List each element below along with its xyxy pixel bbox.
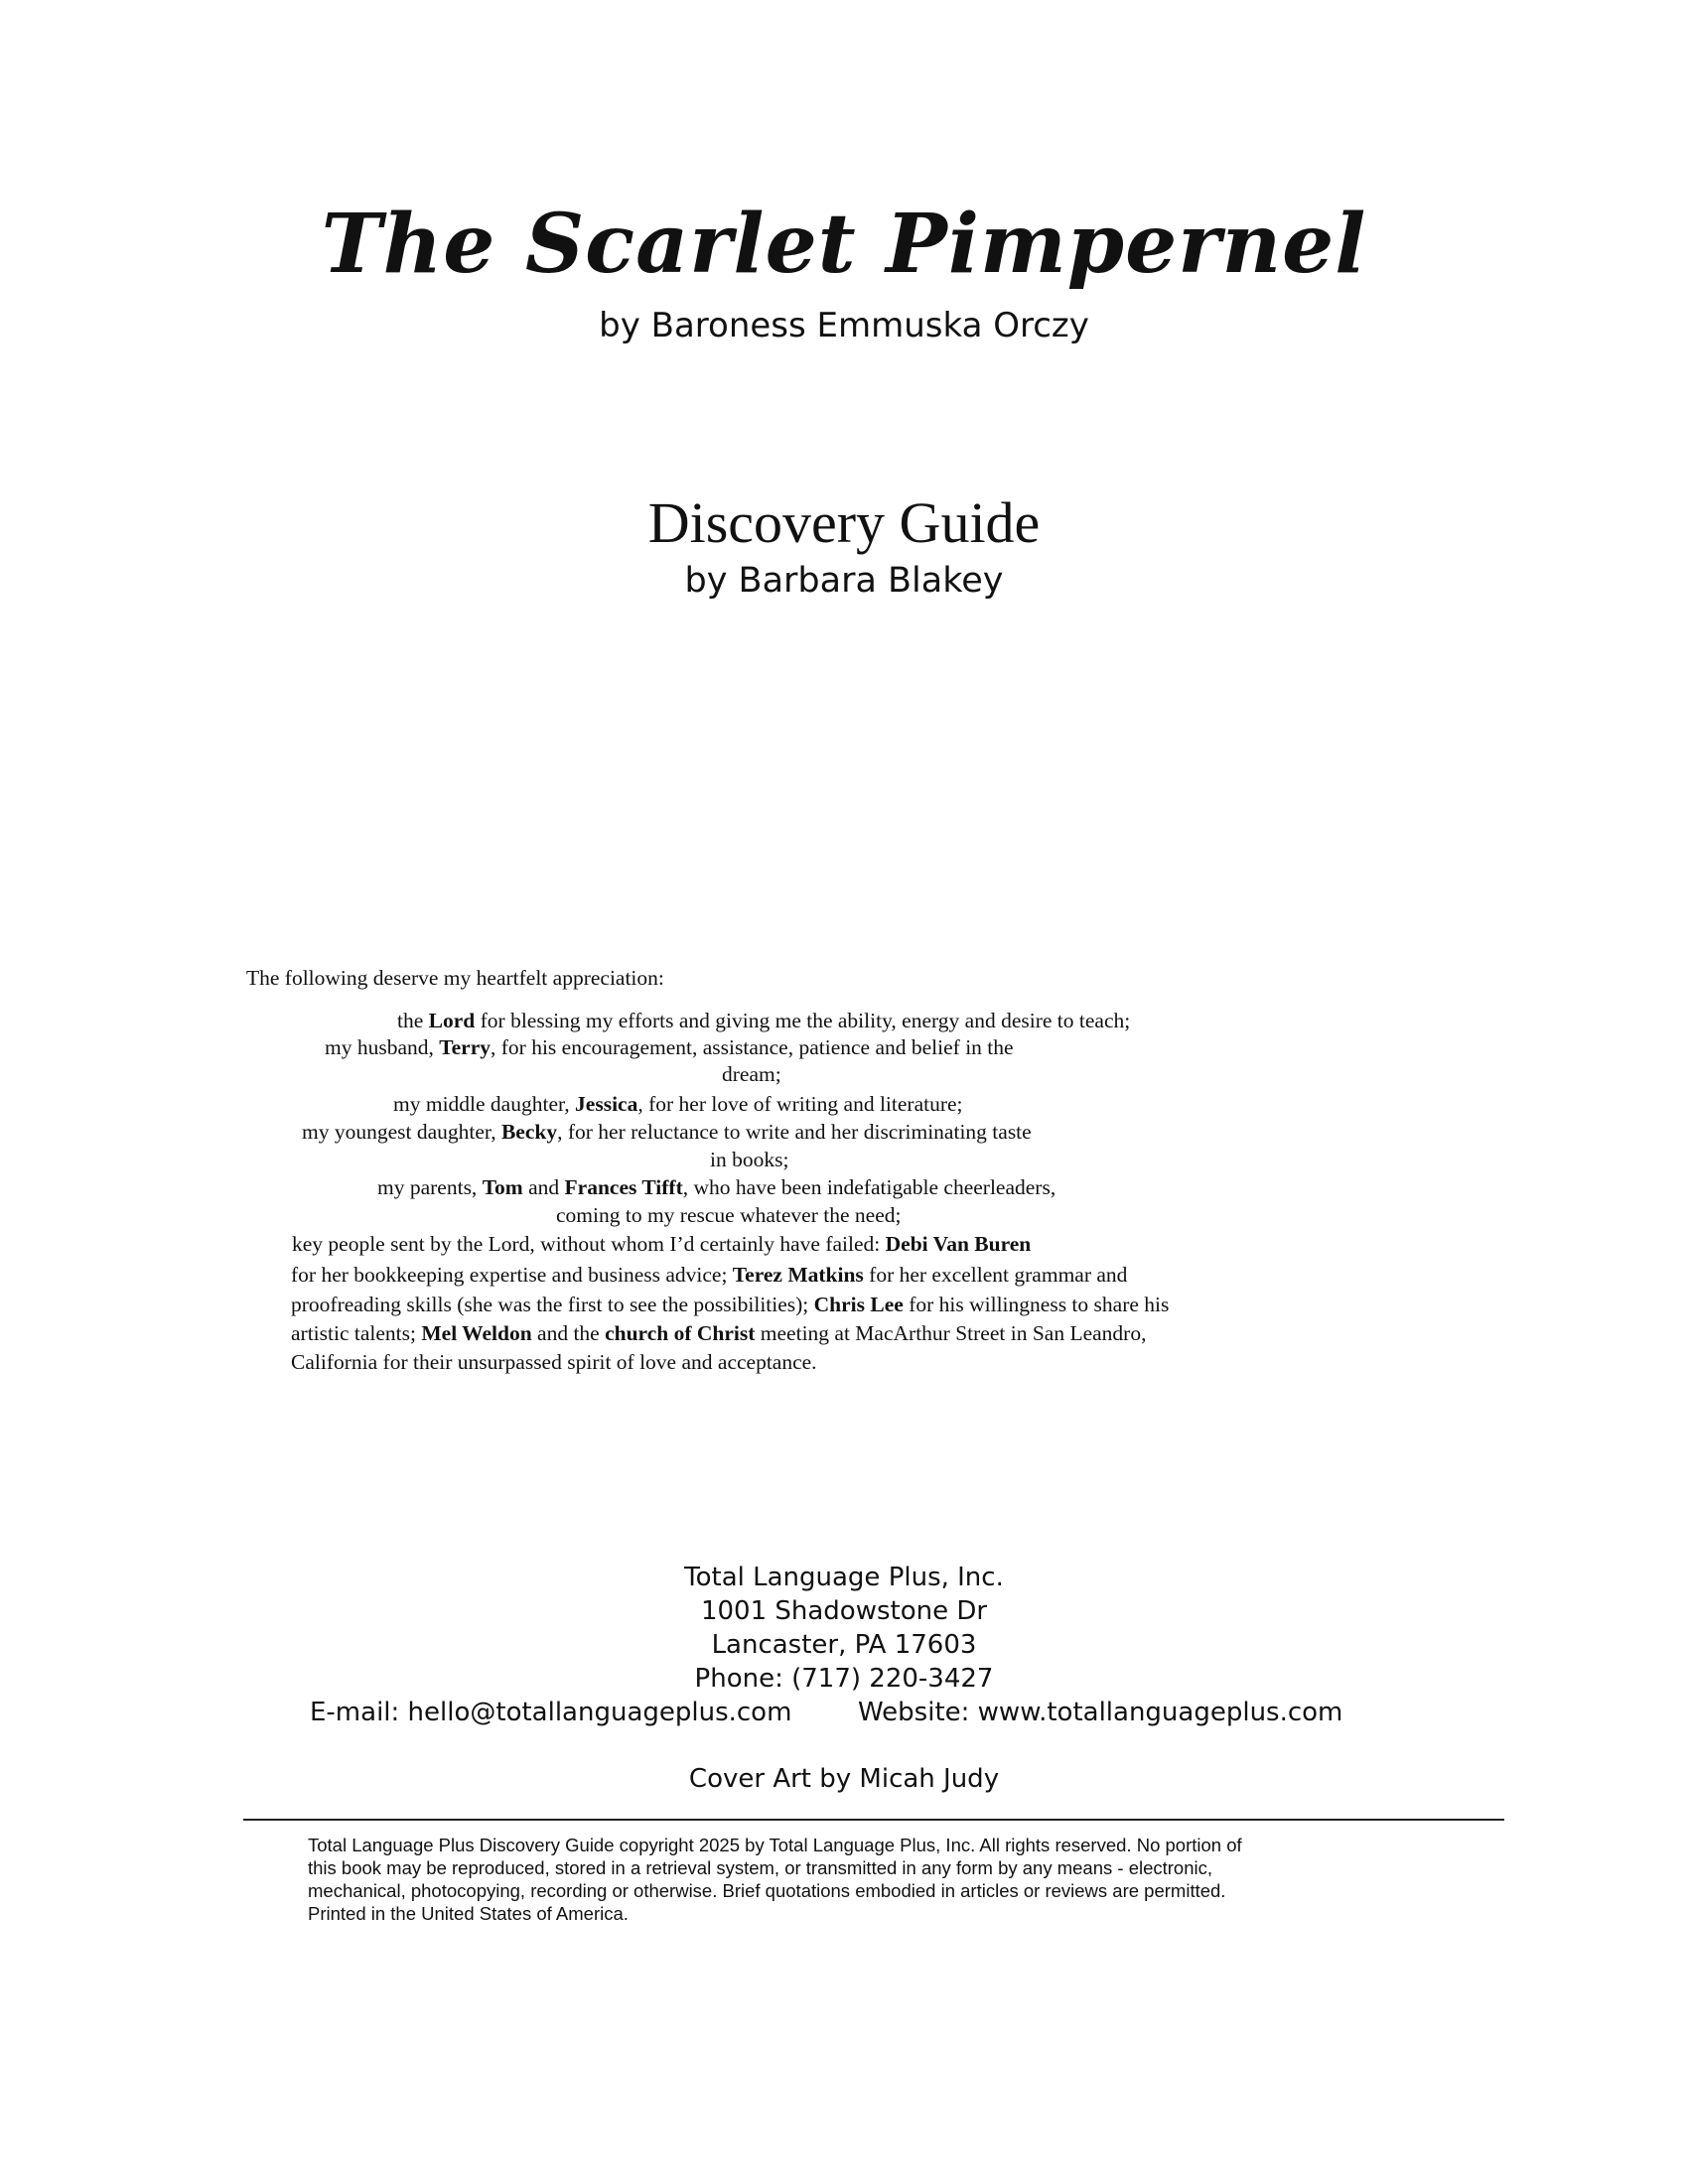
ack-line: key people sent by the Lord, without whom I’d certainly have failed: Debi Van Buren: [292, 1232, 1032, 1256]
ack-line: artistic talents; Mel Weldon and the church of Christ meeting at MacArthur Street in San Leandro,: [291, 1321, 1147, 1345]
ack-line: California for their unsurpassed spirit of love and acceptance.: [291, 1350, 817, 1374]
copyright-line: Printed in the United States of America.: [308, 1903, 629, 1924]
publisher-name: Total Language Plus, Inc.: [684, 1563, 1004, 1592]
ack-line: my middle daughter, Jessica, for her love of writing and literature;: [393, 1092, 963, 1116]
ack-line: coming to my rescue whatever the need;: [556, 1203, 902, 1227]
ack-line: my youngest daughter, Becky, for her reluctance to write and her discriminating taste: [302, 1120, 1032, 1144]
ack-line: my parents, Tom and Frances Tifft, who have been indefatigable cheerleaders,: [377, 1175, 1056, 1199]
divider-line: [243, 1819, 1504, 1821]
cover-art-credit: Cover Art by Micah Judy: [688, 1764, 1000, 1794]
publisher-street: 1001 Shadowstone Dr: [700, 1596, 988, 1626]
ack-line: proofreading skills (she was the first to see the possibilities); Chris Lee for his willingness to share his: [291, 1293, 1170, 1316]
ack-line: for her bookkeeping expertise and business advice; Terez Matkins for her excellent grammar and: [291, 1263, 1128, 1287]
copyright-line: this book may be reproduced, stored in a retrieval system, or transmitted in any form by any means - electronic,: [308, 1857, 1213, 1878]
guide-author: by Barbara Blakey: [684, 561, 1004, 601]
publisher-email: E-mail: hello@totallanguageplus.com: [310, 1698, 792, 1727]
book-author: by Baroness Emmuska Orczy: [599, 306, 1089, 345]
book-title: The Scarlet Pimpernel: [321, 197, 1367, 292]
publisher-phone: Phone: (717) 220-3427: [694, 1664, 994, 1694]
guide-title: Discovery Guide: [647, 490, 1041, 555]
copyright-line: mechanical, photocopying, recording or otherwise. Brief quotations embodied in articles or reviews are permitted.: [308, 1880, 1226, 1901]
ack-line: dream;: [722, 1062, 781, 1086]
publisher-website: Website: www.totallanguageplus.com: [858, 1698, 1343, 1727]
ack-line: the Lord for blessing my efforts and giving me the ability, energy and desire to teach;: [397, 1009, 1131, 1032]
ack-intro: The following deserve my heartfelt appreciation:: [246, 966, 664, 990]
publisher-city: Lancaster, PA 17603: [711, 1630, 977, 1660]
ack-line: in books;: [710, 1148, 789, 1171]
ack-line: my husband, Terry, for his encouragement, assistance, patience and belief in the: [325, 1035, 1014, 1059]
copyright-line: Total Language Plus Discovery Guide copyright 2025 by Total Language Plus, Inc. All rights reserved. No portion of: [308, 1835, 1242, 1855]
